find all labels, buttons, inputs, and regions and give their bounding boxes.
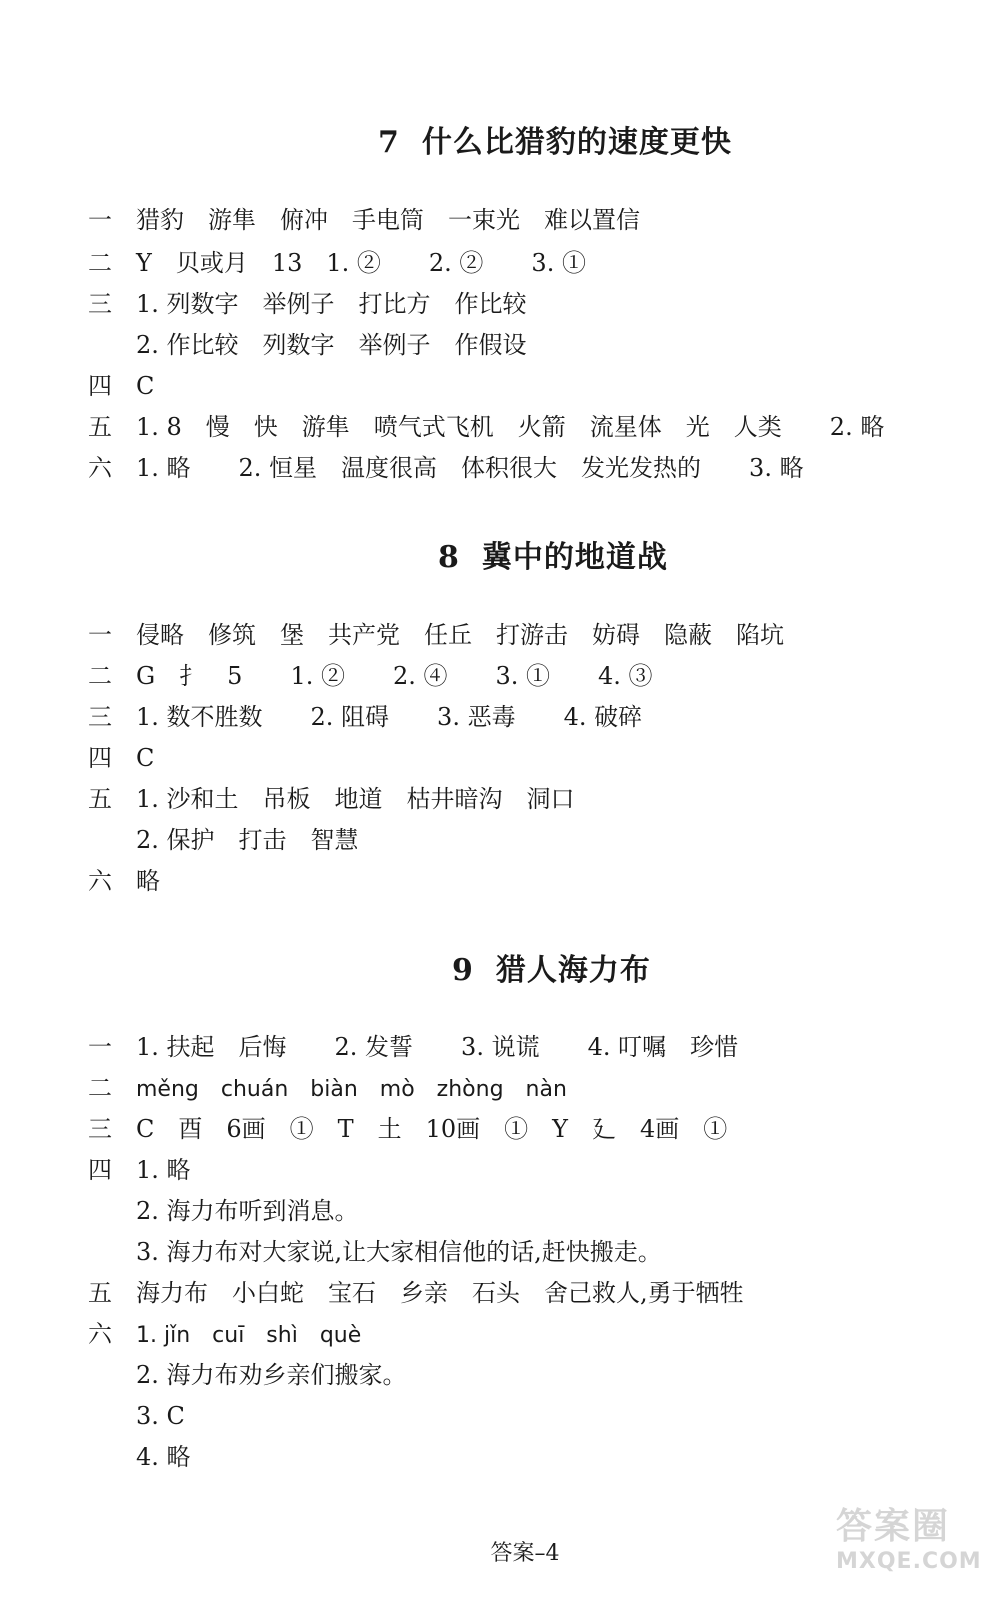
answer-text-pinyin: 1. jǐn cuī shì què — [136, 1323, 362, 1348]
question-number: 一 — [88, 1033, 112, 1061]
answer-line — [88, 700, 642, 734]
answer-line — [88, 1358, 407, 1392]
answer-line — [88, 864, 160, 898]
question-number: 四 — [88, 372, 112, 400]
answer-line — [88, 1235, 662, 1269]
answer-line — [88, 1399, 185, 1433]
answer-text: 2. 保护 打击 智慧 — [136, 826, 359, 854]
answer-text: 1. 扶起 后悔 2. 发誓 3. 说谎 4. 叮嘱 珍惜 — [136, 1033, 739, 1061]
answer-line — [88, 328, 527, 362]
answer-text: 2. 作比较 列数字 举例子 作假设 — [136, 331, 527, 359]
answer-line — [88, 410, 884, 444]
answer-line — [88, 823, 359, 857]
answer-line — [88, 246, 586, 280]
answer-line — [88, 741, 154, 775]
question-number: 一 — [88, 206, 112, 234]
answer-line — [88, 1276, 744, 1310]
page-footer: 答案–4 — [490, 1541, 560, 1566]
answer-line — [88, 1440, 191, 1474]
question-number: 六 — [88, 454, 112, 482]
answer-text: 侵略 修筑 堡 共产党 任丘 打游击 妨碍 隐蔽 陷坑 — [136, 621, 784, 649]
question-number: 二 — [88, 1074, 112, 1102]
question-number: 四 — [88, 1156, 112, 1184]
answer-text: 1. 数不胜数 2. 阻碍 3. 恶毒 4. 破碎 — [136, 703, 643, 731]
section-title-9 — [0, 945, 1000, 989]
answer-line — [88, 659, 653, 693]
watermark-bottom-text: MXQE.COM — [836, 1549, 982, 1574]
answer-line — [88, 1153, 191, 1187]
answer-line — [88, 1030, 738, 1064]
question-number: 二 — [88, 249, 112, 277]
answer-text: 1. 8 慢 快 游隼 喷气式飞机 火箭 流星体 光 人类 2. 略 — [136, 413, 885, 441]
question-number: 三 — [88, 703, 112, 731]
answer-text: 猎豹 游隼 俯冲 手电筒 一束光 难以置信 — [136, 206, 640, 234]
question-number: 五 — [88, 1279, 112, 1307]
question-number: 四 — [88, 744, 112, 772]
section-number: 7 — [378, 125, 400, 160]
question-number: 一 — [88, 621, 112, 649]
answer-text: 1. 略 — [136, 1156, 191, 1184]
answer-text: 1. 略 2. 恒星 温度很高 体积很大 发光发热的 3. 略 — [136, 454, 804, 482]
question-number: 五 — [88, 785, 112, 813]
answer-text: 2. 海力布劝乡亲们搬家。 — [136, 1361, 407, 1389]
answer-line — [88, 369, 154, 403]
answer-text: 2. 海力布听到消息。 — [136, 1197, 359, 1225]
question-number: 三 — [88, 290, 112, 318]
answer-text: Y 贝或月 13 1. ② 2. ② 3. ① — [136, 249, 586, 277]
question-number: 六 — [88, 867, 112, 895]
question-number: 二 — [88, 662, 112, 690]
question-number: 六 — [88, 1320, 112, 1348]
answer-text: C — [136, 372, 155, 400]
section-number: 8 — [438, 540, 460, 575]
question-number: 三 — [88, 1115, 112, 1143]
answer-line — [88, 1317, 361, 1351]
answer-text-pinyin: měng chuán biàn mò zhòng nàn — [136, 1077, 567, 1102]
answer-line — [88, 203, 640, 237]
question-number: 五 — [88, 413, 112, 441]
answer-line — [88, 1194, 359, 1228]
answer-text: 1. 沙和土 吊板 地道 枯井暗沟 洞口 — [136, 785, 575, 813]
answer-line — [88, 782, 575, 816]
watermark-logo — [836, 1498, 986, 1598]
section-title-7 — [0, 117, 1000, 161]
answer-line — [88, 1112, 727, 1146]
section-number: 9 — [452, 953, 474, 988]
answer-text: 1. 列数字 举例子 打比方 作比较 — [136, 290, 527, 318]
answer-line — [88, 1071, 567, 1105]
answer-line — [88, 451, 804, 485]
answer-text: 3. C — [136, 1402, 185, 1430]
section-title-8 — [0, 532, 1000, 576]
answer-text: C — [136, 744, 155, 772]
section-title-text: 什么比猎豹的速度更快 — [421, 125, 732, 160]
answer-text: 略 — [136, 867, 160, 895]
answer-text: C 酉 6画 ① T 土 10画 ① Y 廴 4画 ① — [136, 1115, 728, 1143]
section-title-text: 冀中的地道战 — [481, 540, 668, 575]
watermark-top-text: 答案圈 — [836, 1506, 951, 1547]
answer-text: G 扌 5 1. ② 2. ④ 3. ① 4. ③ — [136, 662, 653, 690]
answer-line — [88, 287, 527, 321]
section-title-text: 猎人海力布 — [495, 953, 651, 988]
answer-text: 3. 海力布对大家说,让大家相信他的话,赶快搬走。 — [136, 1238, 662, 1266]
answer-text: 海力布 小白蛇 宝石 乡亲 石头 舍己救人,勇于牺牲 — [136, 1279, 744, 1307]
answer-text: 4. 略 — [136, 1443, 191, 1471]
answer-line — [88, 618, 784, 652]
